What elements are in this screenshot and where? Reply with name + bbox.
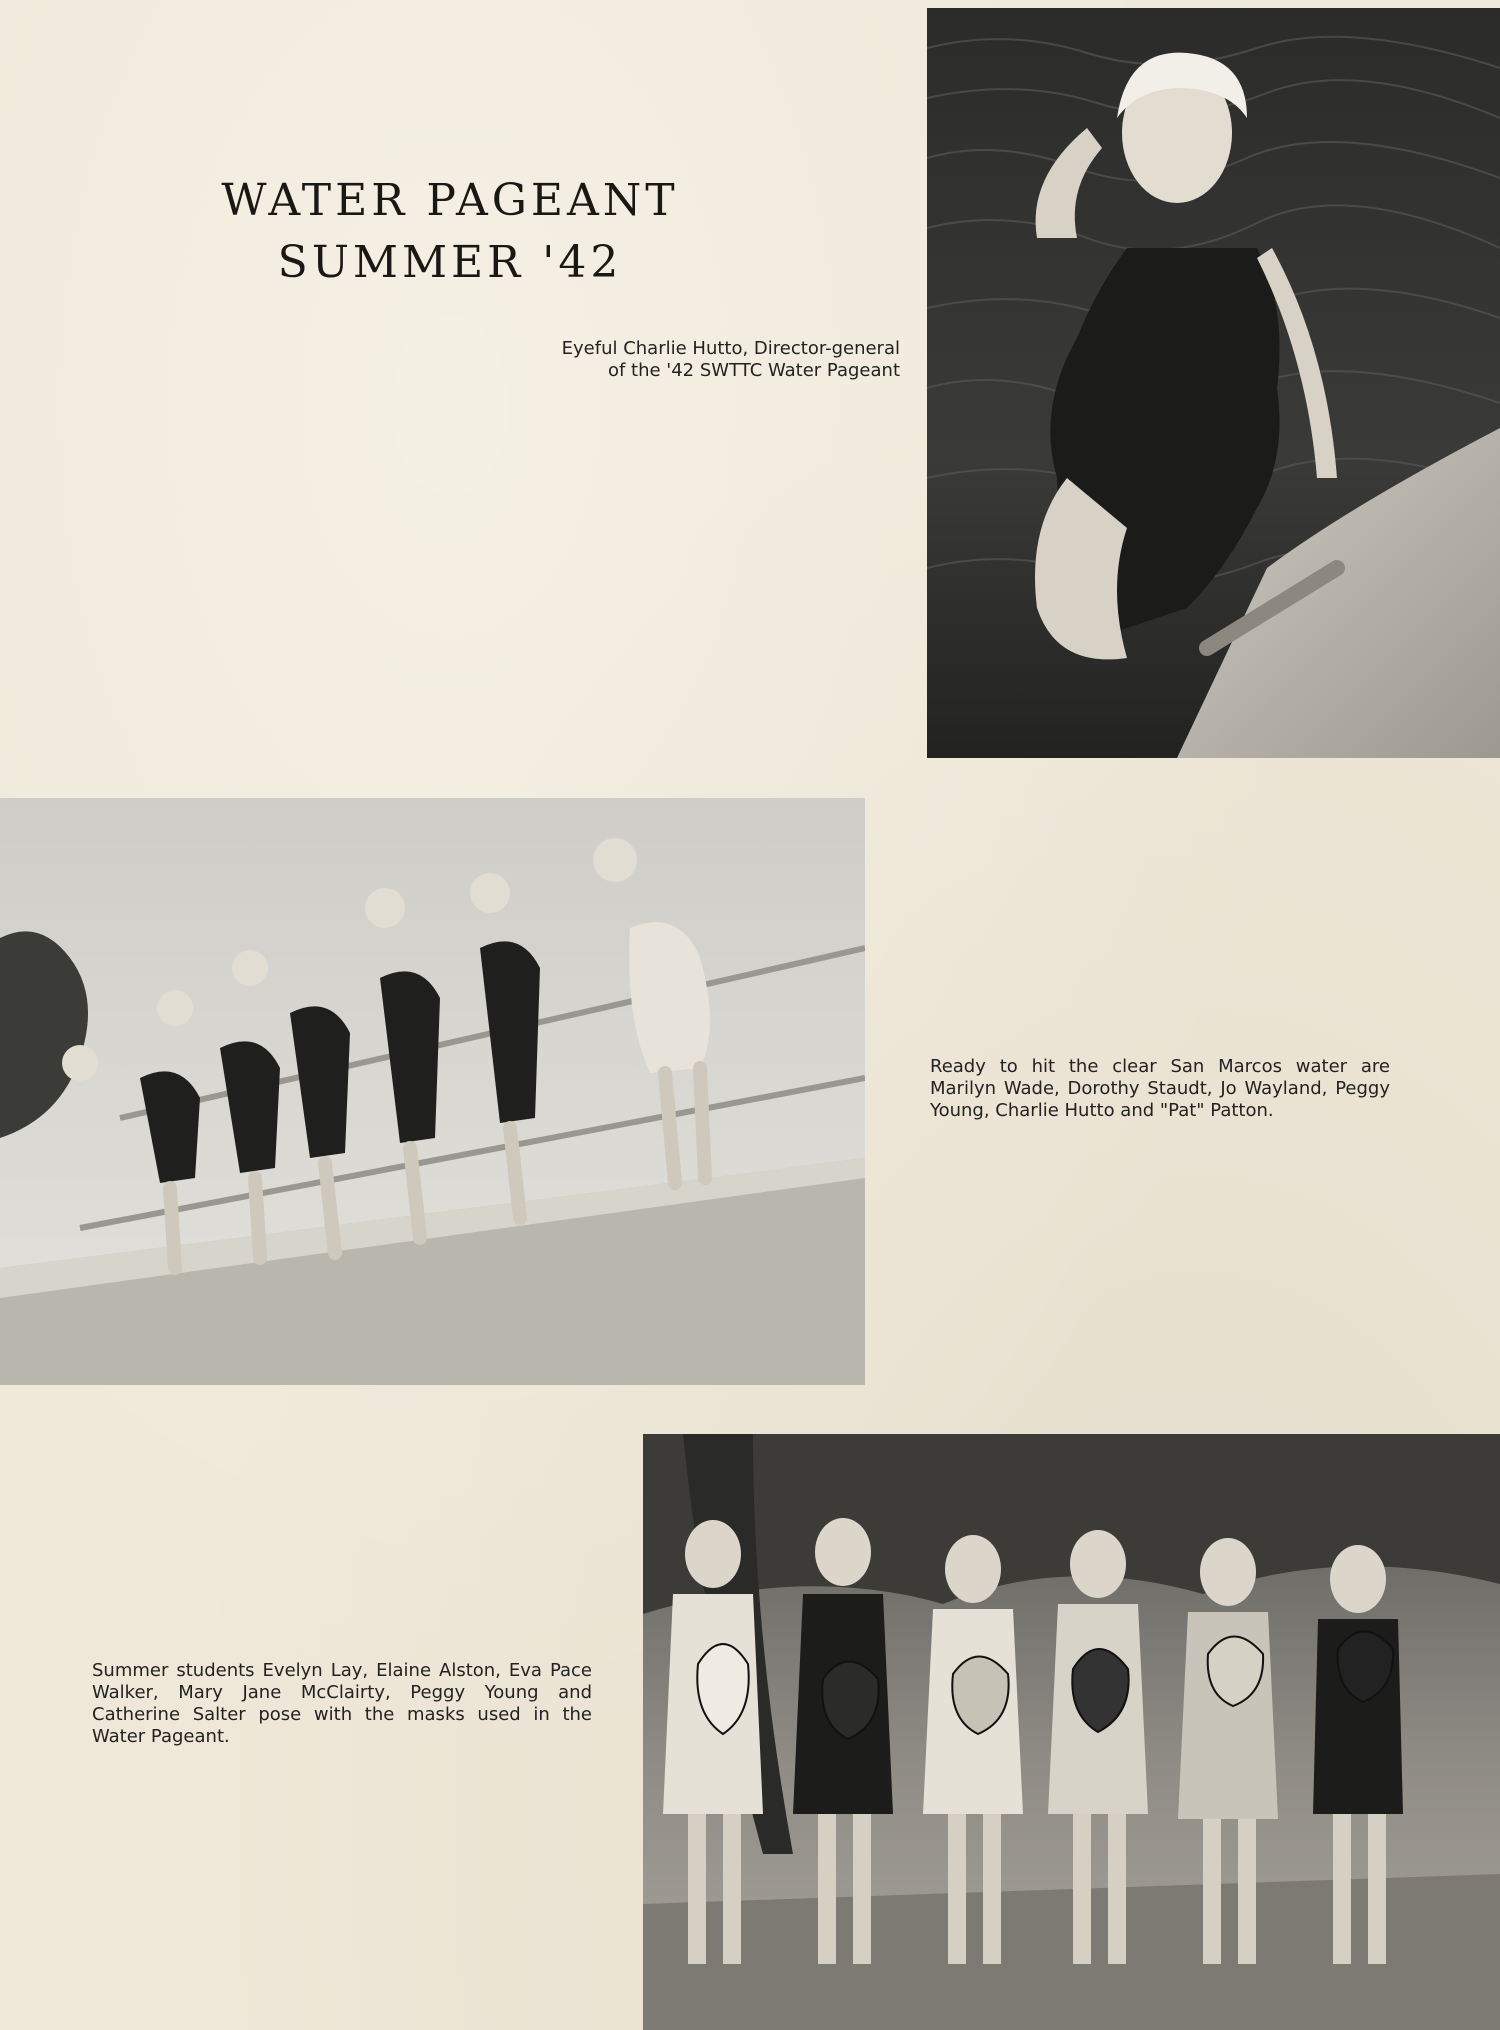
- masks-photo-image: [643, 1434, 1500, 2030]
- swimmer-caption: Eyeful Charlie Hutto, Director-general of the '42 SWTTC Water Pageant: [561, 338, 900, 381]
- swimmer-photo: [927, 8, 1500, 758]
- diving-line-caption: Ready to hit the clear San Marcos water are Marilyn Wade, Dorothy Staudt, Jo Wayland, Peggy Young, Charlie Hutto and "Pat" Patton.: [930, 1056, 1390, 1121]
- masks-photo: [643, 1434, 1500, 2030]
- title-line-2: SUMMER '42: [277, 237, 623, 288]
- diving-line-photo-image: [0, 798, 865, 1385]
- diving-line-photo: [0, 798, 865, 1385]
- masks-caption: Summer students Evelyn Lay, Elaine Alston, Eva Pace Walker, Mary Jane McClairty, Peggy Young and Catherine Salter pose with the masks used in the Water Pageant.: [92, 1660, 592, 1747]
- swimmer-photo-image: [927, 8, 1500, 758]
- title-line-1: WATER PAGEANT: [221, 175, 679, 226]
- page-title: [170, 170, 730, 294]
